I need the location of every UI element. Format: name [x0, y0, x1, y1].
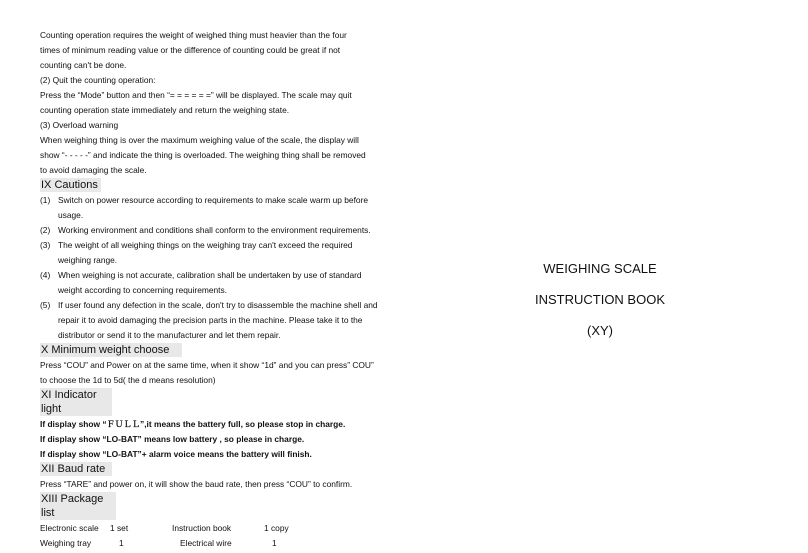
caution-item [40, 193, 390, 223]
package-qty: 1 copy [264, 523, 289, 533]
item-text: Switch on power resource according to requirements to make scale warm up before [58, 195, 369, 205]
cover-page [500, 257, 700, 350]
item-number: (3) [40, 240, 51, 250]
section-heading-package: XIII Package list [40, 492, 116, 520]
item-number: (5) [40, 300, 51, 310]
item-text: weight according to concerning requirements. [58, 285, 227, 295]
caution-item [40, 298, 390, 343]
item-number: (4) [40, 270, 51, 280]
caution-item [40, 268, 390, 298]
indicator-line: If display show “ＦＵＬＬ”,it means the battery full, so please stop in charge. [40, 419, 346, 429]
intro-line: to avoid damaging the scale. [40, 165, 147, 175]
package-item: Electronic scale [40, 523, 99, 533]
intro-line: Counting operation requires the weight of weighed thing must heavier than the four [40, 30, 347, 40]
package-qty: 1 set [110, 523, 129, 533]
intro-line: Press the “Mode” button and then “= = = = = =” will be displayed. The scale may quit [40, 90, 352, 100]
baud-line: Press “TARE” and power on, it will show the baud rate, then press “COU” to confirm. [40, 479, 353, 489]
cover-title-line1: WEIGHING SCALE [543, 261, 657, 276]
package-item: Instruction book [172, 523, 232, 533]
package-item: Weighing tray [40, 538, 92, 548]
item-text: distributor or send it to the manufacturer and let them repair. [58, 330, 281, 340]
intro-line: (3) Overload warning [40, 120, 119, 130]
item-text: Working environment and conditions shall conform to the environment requirements. [58, 225, 371, 235]
item-text: If user found any defection in the scale, don't try to disassemble the machine shell and [58, 300, 378, 310]
intro-line: counting operation state immediately and return the weighing state. [40, 105, 290, 115]
min-weight-line: Press “COU” and Power on at the same time, when it show “1d” and you can press” COU” [40, 360, 374, 370]
package-qty: 1 [272, 538, 277, 548]
left-page [40, 28, 390, 551]
intro-line: (2) Quit the counting operation: [40, 75, 156, 85]
min-weight-line: to choose the 1d to 5d( the d means resolution) [40, 375, 216, 385]
section-heading-indicator: XI Indicator light [40, 388, 112, 416]
cover-title-line3: (XY) [587, 323, 613, 338]
intro-line: show “- - - - -” and indicate the thing is overloaded. The weighing thing shall be removed [40, 150, 366, 160]
item-text: The weight of all weighing things on the weighing tray can't exceed the required [58, 240, 353, 250]
cover-title-line2: INSTRUCTION BOOK [534, 292, 665, 307]
section-heading-min-weight: X Minimum weight choose [40, 343, 182, 357]
package-item: Electrical wire [180, 538, 232, 548]
package-row [40, 536, 390, 551]
item-number: (1) [40, 195, 51, 205]
item-text: usage. [58, 210, 84, 220]
item-text: repair it to avoid damaging the precision parts in the machine. Please take it to the [58, 315, 363, 325]
intro-line: When weighing thing is over the maximum weighing value of the scale, the display will [40, 135, 359, 145]
item-text: weighing range. [58, 255, 118, 265]
intro-line: times of minimum reading value or the difference of counting could be great if not [40, 45, 341, 55]
caution-item [40, 238, 390, 268]
package-qty: 1 [119, 538, 124, 548]
intro-line: counting can't be done. [40, 60, 127, 70]
item-text: When weighing is not accurate, calibration shall be undertaken by use of standard [58, 270, 362, 280]
indicator-line: If display show “LO-BAT”+ alarm voice means the battery will finish. [40, 449, 312, 459]
item-number: (2) [40, 225, 51, 235]
package-row [40, 521, 390, 536]
section-heading-baud: XII Baud rate [40, 462, 112, 476]
indicator-line: If display show “LO-BAT” means low battery , so please in charge. [40, 434, 305, 444]
caution-item [40, 223, 390, 238]
section-heading-cautions: IX Cautions [40, 178, 101, 192]
